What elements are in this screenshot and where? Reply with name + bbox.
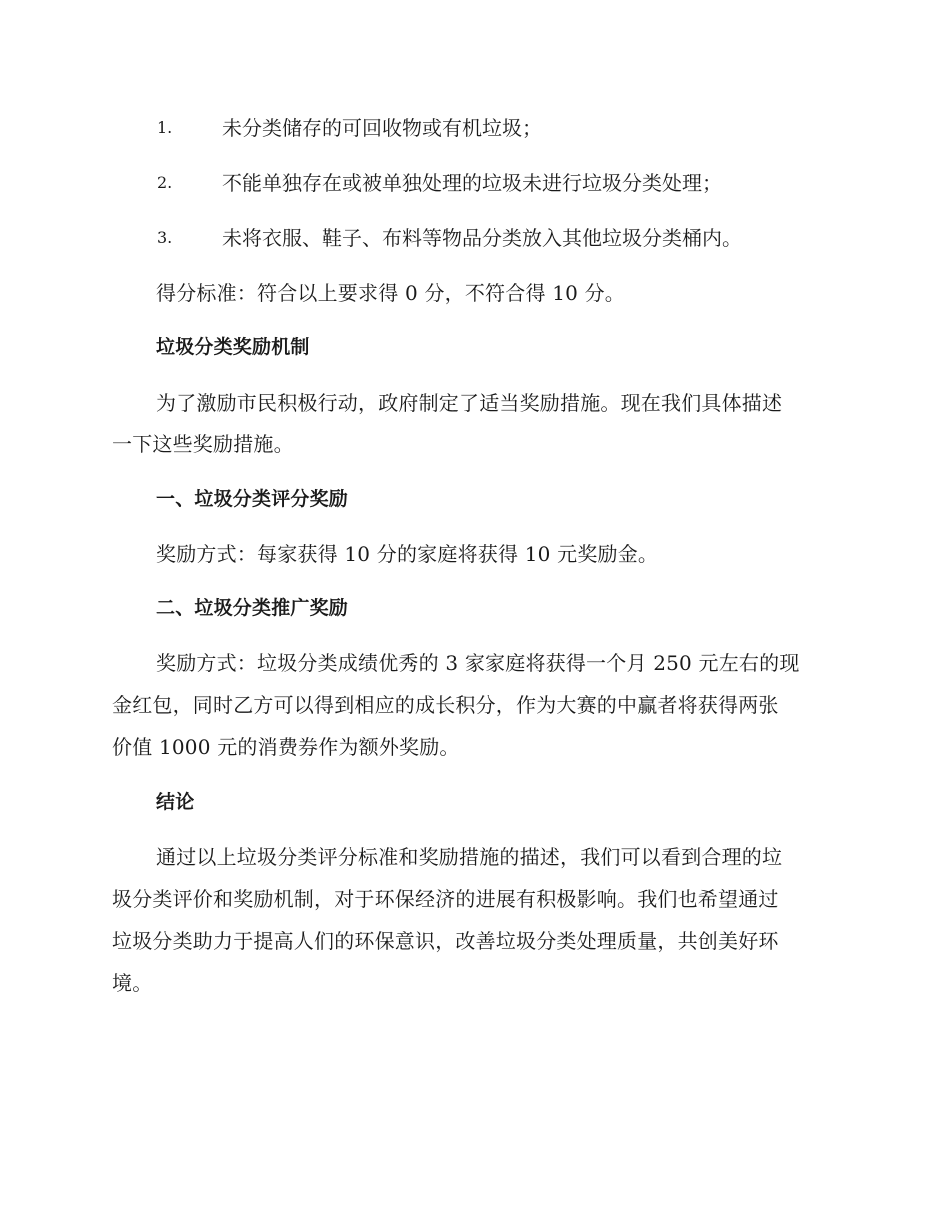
scoring-standard: 得分标准：符合以上要求得 0 分，不符合得 10 分。: [156, 281, 626, 305]
section-heading-conclusion: 结论: [156, 791, 195, 813]
subsection-heading-1: 一、垃圾分类评分奖励: [156, 488, 349, 510]
paragraph-line: 一下这些奖励措施。: [112, 432, 294, 456]
paragraph-line: 奖励方式：垃圾分类成绩优秀的 3 家家庭将获得一个月 250 元左右的现: [156, 651, 800, 675]
paragraph-line: 为了激励市民积极行动，政府制定了适当奖励措施。现在我们具体描述: [156, 391, 783, 415]
list-number: 3.: [157, 228, 173, 247]
paragraph-line: 奖励方式：每家获得 10 分的家庭将获得 10 元奖励金。: [156, 542, 659, 566]
list-text: 未分类储存的可回收物或有机垃圾；: [222, 116, 542, 140]
paragraph-line: 通过以上垃圾分类评分标准和奖励措施的描述，我们可以看到合理的垃: [156, 845, 783, 869]
paragraph-line: 金红包，同时乙方可以得到相应的成长积分，作为大赛的中赢者将获得两张: [112, 693, 779, 717]
list-number: 1.: [157, 118, 173, 137]
section-heading-reward: 垃圾分类奖励机制: [156, 336, 310, 358]
list-text: 未将衣服、鞋子、布料等物品分类放入其他垃圾分类桶内。: [222, 226, 742, 250]
paragraph-line: 价值 1000 元的消费券作为额外奖励。: [112, 735, 460, 759]
paragraph-line: 垃圾分类助力于提高人们的环保意识，改善垃圾分类处理质量，共创美好环: [112, 929, 779, 953]
list-text: 不能单独存在或被单独处理的垃圾未进行垃圾分类处理；: [222, 171, 722, 195]
subsection-heading-2: 二、垃圾分类推广奖励: [156, 597, 349, 619]
paragraph-line: 圾分类评价和奖励机制，对于环保经济的进展有积极影响。我们也希望通过: [112, 887, 779, 911]
list-number: 2.: [157, 173, 173, 192]
paragraph-line: 境。: [112, 971, 153, 995]
